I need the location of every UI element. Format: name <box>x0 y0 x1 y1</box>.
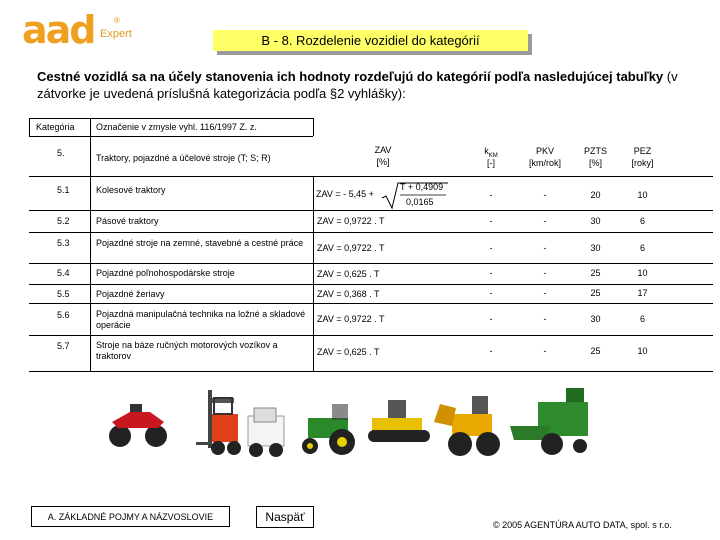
row-pkv: - <box>543 190 547 200</box>
header-category: Kategória <box>36 122 75 132</box>
combine-harvester-icon <box>510 388 588 455</box>
row-km: - <box>489 346 493 356</box>
row-zav-5-6: ZAV = 0,9722 . T <box>317 314 385 324</box>
row-pez: 6 <box>639 216 645 226</box>
row-name-5-6: Pojazdná manipulačná technika na ložné a skladové operácie <box>96 309 306 330</box>
row-pzts: 25 <box>590 268 601 278</box>
row-name-5-3: Pojazdné stroje na zemné, stavebné a cestné práce <box>96 238 304 248</box>
row-zav-5-2: ZAV = 0,9722 . T <box>317 216 385 226</box>
col-zav-unit: [%] <box>376 157 390 167</box>
atv-icon <box>109 404 167 447</box>
group-code: 5. <box>57 148 65 158</box>
row-pzts: 30 <box>590 243 601 253</box>
col-pez: PEZ <box>633 146 652 156</box>
row-zav-5-4: ZAV = 0,625 . T <box>317 269 380 279</box>
row-km: - <box>489 314 493 324</box>
row-pez: 10 <box>637 346 648 356</box>
col-pkv-unit: [km/rok] <box>528 158 561 168</box>
row-code-5-6: 5.6 <box>57 310 70 320</box>
col-pez-unit: [roky] <box>631 158 654 168</box>
intro-rest: (v zátvorke je uvedená príslušná kategorizácia podľa §2 vyhlášky): <box>37 69 678 101</box>
forklift-icon <box>196 390 241 455</box>
row-code-5-5: 5.5 <box>57 289 70 299</box>
row-name-5-7: Stroje na báze ručných motorových vozíkov a traktorov <box>96 340 278 361</box>
row-pez: 6 <box>639 243 645 253</box>
row-km: - <box>489 268 493 278</box>
row-pez: 10 <box>637 190 648 200</box>
row-pez: 17 <box>637 288 648 298</box>
row-zav-5-7: ZAV = 0,625 . T <box>317 347 380 357</box>
row-code-5-7: 5.7 <box>57 341 70 351</box>
row-pez: 10 <box>637 268 648 278</box>
logo-registered: ® <box>114 16 120 25</box>
row-pkv: - <box>543 288 547 298</box>
col-pkv: PKV <box>535 146 554 156</box>
formula-numerator: T + 0,4909 <box>400 182 444 192</box>
row-name-5-1: Kolesové traktory <box>96 185 166 195</box>
row-code-5-1: 5.1 <box>57 185 70 195</box>
row-pzts: 25 <box>590 288 601 298</box>
vehicle-illustrations <box>100 378 700 468</box>
row-pkv: - <box>543 268 547 278</box>
group-name: Traktory, pojazdné a účelové stroje (T; S; R) <box>96 153 271 163</box>
row-km: - <box>489 243 493 253</box>
col-km-unit: [-] <box>487 158 495 168</box>
intro-bold: Cestné vozidlá sa na účely stanovenia ich hodnoty rozdeľujú do kategórií podľa nasledujúcej tabuľky <box>37 69 664 84</box>
formula-prefix: ZAV = - 5,45 + <box>316 189 374 199</box>
skid-loader-icon <box>248 408 284 457</box>
row-pkv: - <box>543 346 547 356</box>
row-pzts: 30 <box>590 314 601 324</box>
tractor-icon <box>302 404 355 455</box>
row-km: - <box>489 288 493 298</box>
wheel-loader-icon <box>434 396 500 456</box>
row-name-5-4: Pojazdné poľnohospodárske stroje <box>96 268 235 278</box>
col-km-sub: KM <box>488 152 498 159</box>
back-button[interactable]: Naspäť <box>256 506 314 528</box>
header-description: Označenie v zmysle vyhl. 116/1997 Z. z. <box>96 122 257 132</box>
row-pzts: 30 <box>590 216 601 226</box>
section-a-link-button[interactable]: A. ZÁKLADNÉ POJMY A NÁZVOSLOVIE <box>31 506 230 527</box>
row-code-5-4: 5.4 <box>57 268 70 278</box>
row-zav-5-5: ZAV = 0,368 . T <box>317 289 380 299</box>
tracked-tractor-icon <box>368 400 430 442</box>
row-name-5-2: Pásové traktory <box>96 216 159 226</box>
row-pkv: - <box>543 243 547 253</box>
row-name-5-5: Pojazdné žeriavy <box>96 289 165 299</box>
row-km: - <box>489 190 493 200</box>
col-pzts-unit: [%] <box>588 158 602 168</box>
row-km: - <box>489 216 493 226</box>
row-code-5-2: 5.2 <box>57 216 70 226</box>
col-km-label: k <box>484 146 489 156</box>
formula-denominator: 0,0165 <box>406 197 434 207</box>
row-pkv: - <box>543 314 547 324</box>
logo-sub: Expert <box>100 28 132 40</box>
col-zav: ZAV <box>374 145 392 155</box>
row-pkv: - <box>543 216 547 226</box>
row-code-5-3: 5.3 <box>57 238 70 248</box>
col-pzts: PZTS <box>583 146 607 156</box>
copyright: © 2005 AGENTÚRA AUTO DATA, spol. s r.o. <box>493 520 672 530</box>
row-pzts: 25 <box>590 346 601 356</box>
row-zav-5-3: ZAV = 0,9722 . T <box>317 243 385 253</box>
row-pez: 6 <box>639 314 645 324</box>
logo-brand: aad <box>22 8 95 52</box>
page-title: B - 8. Rozdelenie vozidiel do kategórií <box>213 30 528 51</box>
row-pzts: 20 <box>590 190 601 200</box>
